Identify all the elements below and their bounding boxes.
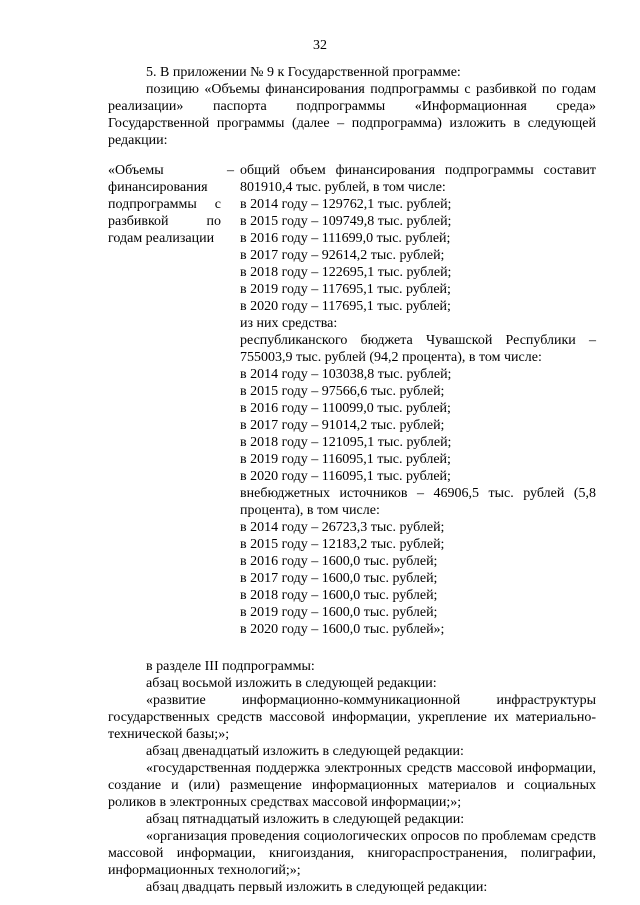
- financing-table: [108, 162, 596, 638]
- financing-line: в 2014 году – 129762,1 тыс. рублей;: [240, 197, 452, 212]
- financing-line: из них средства:: [240, 316, 338, 331]
- financing-line: в 2014 году – 26723,3 тыс. рублей;: [240, 520, 445, 535]
- financing-line: в 2016 году – 1600,0 тыс. рублей;: [240, 554, 438, 569]
- financing-line: в 2015 году – 12183,2 тыс. рублей;: [240, 537, 445, 552]
- financing-line: в 2014 году – 103038,8 тыс. рублей;: [240, 367, 452, 382]
- financing-line: в 2015 году – 109749,8 тыс. рублей;: [240, 214, 452, 229]
- financing-line: общий объем финансирования подпрограммы составит 801910,4 тыс. рублей, в том числе:: [240, 163, 596, 195]
- financing-line: в 2019 году – 116095,1 тыс. рублей;: [240, 452, 451, 467]
- section-paragraph: «организация проведения социологических опросов по проблемам средств массовой информации, книгоиздания, книгораспространения, полиграфии, информационных технологий;»;: [108, 829, 596, 878]
- financing-line: в 2019 году – 117695,1 тыс. рублей;: [240, 282, 451, 297]
- financing-line: в 2020 году – 1600,0 тыс. рублей»;: [240, 622, 445, 637]
- financing-line: в 2018 году – 121095,1 тыс. рублей;: [240, 435, 452, 450]
- financing-line: в 2018 году – 1600,0 тыс. рублей;: [240, 588, 438, 603]
- section-paragraph: абзац восьмой изложить в следующей редакции:: [146, 676, 437, 691]
- financing-line: в 2019 году – 1600,0 тыс. рублей;: [240, 605, 438, 620]
- financing-line: в 2015 году – 97566,6 тыс. рублей;: [240, 384, 445, 399]
- page-number: 32: [313, 38, 327, 53]
- financing-line: в 2016 году – 111699,0 тыс. рублей;: [240, 231, 451, 246]
- section-paragraph: абзац пятнадцатый изложить в следующей редакции:: [146, 812, 465, 827]
- section-heading: в разделе III подпрограммы:: [146, 659, 315, 674]
- financing-line: республиканского бюджета Чувашской Республики – 755003,9 тыс. рублей (94,2 процента), в том числе:: [240, 333, 596, 365]
- document-content: [108, 64, 596, 896]
- position-paragraph: позицию «Объемы финансирования подпрограммы с разбивкой по годам реализации» паспорта подпрограммы «Информационная среда» Государственной программы (далее – подпрограмма) изложить в следующей редакции:: [108, 82, 596, 148]
- section-paragraph: абзац двенадцатый изложить в следующей редакции:: [146, 744, 464, 759]
- financing-label: «Объемы финансирования подпрограммы с разбивкой по годам реализации: [108, 163, 221, 246]
- financing-dash: –: [227, 163, 234, 178]
- section-paragraph: «развитие информационно-коммуникационной инфраструктуры государственных средств массовой информации, укрепление их материально-технической базы;»;: [108, 693, 596, 742]
- financing-values: [240, 162, 596, 638]
- financing-line: в 2017 году – 92614,2 тыс. рублей;: [240, 248, 445, 263]
- financing-line: в 2018 году – 122695,1 тыс. рублей;: [240, 265, 452, 280]
- section-paragraph: абзац двадцать первый изложить в следующей редакции:: [146, 880, 488, 895]
- financing-line: внебюджетных источников – 46906,5 тыс. рублей (5,8 процента), в том числе:: [240, 486, 596, 518]
- financing-line: в 2017 году – 91014,2 тыс. рублей;: [240, 418, 445, 433]
- financing-line: в 2016 году – 110099,0 тыс. рублей;: [240, 401, 451, 416]
- item-title: 5. В приложении № 9 к Государственной программе:: [146, 65, 461, 80]
- section-paragraph: «государственная поддержка электронных средств массовой информации, создание и (или) размещение информационных материалов и социальных роликов в электронных средствах массовой информации;»;: [108, 761, 596, 810]
- financing-line: в 2020 году – 117695,1 тыс. рублей;: [240, 299, 451, 314]
- financing-line: в 2020 году – 116095,1 тыс. рублей;: [240, 469, 451, 484]
- financing-line: в 2017 году – 1600,0 тыс. рублей;: [240, 571, 438, 586]
